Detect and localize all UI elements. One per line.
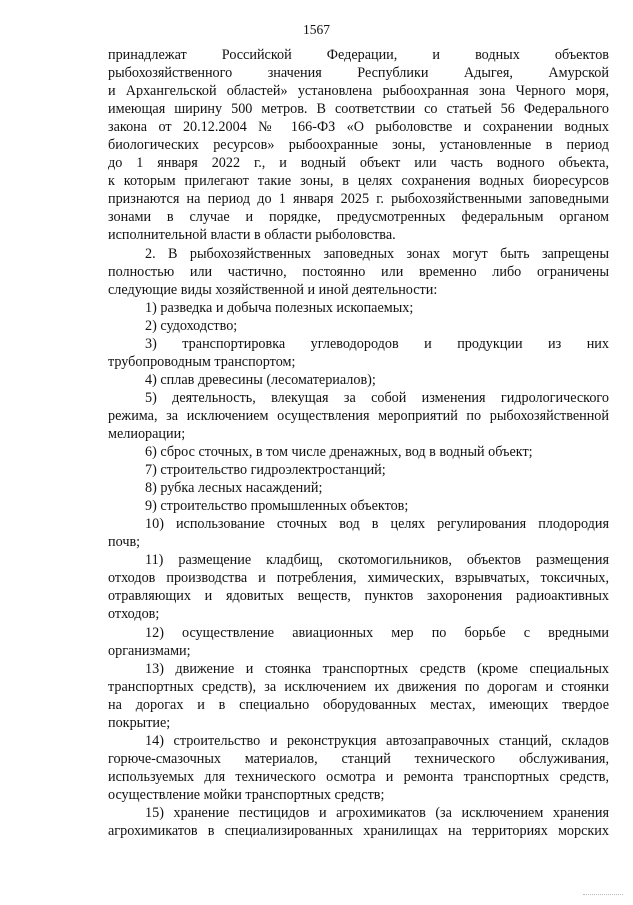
text-line: организмами; <box>108 642 191 659</box>
text-line: 2. В рыбохозяйственных заповедных зонах могут быть запрещены <box>145 245 609 262</box>
text-line: 7) строительство гидроэлектростанций; <box>145 462 386 479</box>
page-number: 1567 <box>303 22 330 37</box>
text-line: агрохимикатов в специализированных хранилищах на территориях морских <box>108 823 609 840</box>
text-line: закона от 20.12.2004 № 166-ФЗ «О рыболовстве и сохранении водных <box>108 119 609 136</box>
text-line: режима, за исключением осуществления мероприятий по рыбохозяйственной <box>108 407 609 424</box>
text-line: биологических ресурсов» рыбоохранные зоны, установленные в период <box>108 137 609 154</box>
text-line: отравляющих и ядовитых веществ, пунктов захоронения радиоактивных <box>108 588 609 605</box>
text-line: 4) сплав древесины (лесоматериалов); <box>145 371 376 388</box>
text-line: горюче-смазочных материалов, станций технического обслуживания, <box>108 750 609 767</box>
text-line: мелиорации; <box>108 425 186 442</box>
text-line: следующие виды хозяйственной и иной деятельности: <box>108 281 438 298</box>
text-line: исполнительной власти в области рыболовства. <box>108 227 396 244</box>
text-line: 9) строительство промышленных объектов; <box>145 498 409 515</box>
text-line: трубопроводным транспортом; <box>108 353 296 370</box>
text-line: и Архангельской областей» установлена рыбоохранная зона Черного моря, <box>108 83 609 100</box>
text-line: рыбохозяйственного значения Республики Адыгея, Амурской <box>108 65 609 82</box>
scan-artifact <box>583 894 623 899</box>
text-line: зонами в случае и порядке, предусмотренных федеральным органом <box>108 209 609 226</box>
text-line: 14) строительство и реконструкция автозаправочных станций, складов <box>145 732 609 749</box>
document-body <box>108 46 609 840</box>
text-line: 11) размещение кладбищ, скотомогильников, объектов размещения <box>145 552 609 569</box>
text-line: 10) использование сточных вод в целях регулирования плодородия <box>145 516 609 533</box>
text-line: транспортных средств), за исключением их движения по дорогам и стоянки <box>108 678 609 695</box>
text-line: принадлежат Российской Федерации, и водных объектов <box>108 47 609 63</box>
text-line: 8) рубка лесных насаждений; <box>145 480 323 497</box>
text-line: 1) разведка и добыча полезных ископаемых; <box>145 299 414 316</box>
text-line: 2) судоходство; <box>145 317 238 334</box>
text-line: почв; <box>108 534 141 551</box>
text-line: 5) деятельность, влекущая за собой изменения гидрологического <box>145 389 609 406</box>
text-line: 3) транспортировка углеводородов и продукции из них <box>145 335 609 352</box>
text-line: полностью или частично, постоянно или временно либо ограничены <box>108 263 609 280</box>
text-line: 6) сброс сточных, в том числе дренажных, вод в водный объект; <box>145 444 533 461</box>
text-line: 15) хранение пестицидов и агрохимикатов (за исключением хранения <box>145 804 609 821</box>
text-line: покрытие; <box>108 714 171 731</box>
text-line: признаются на период до 1 января 2025 г. рыбохозяйственными заповедными <box>108 191 609 208</box>
text-line: используемых для технического осмотра и ремонта транспортных средств, <box>108 768 609 785</box>
text-line: имеющая ширину 500 метров. В соответствии со статьей 56 Федерального <box>108 101 609 118</box>
text-line: осуществление мойки транспортных средств; <box>108 786 385 803</box>
text-line: отходов; <box>108 606 160 623</box>
text-line: на дорогах и в специально оборудованных местах, имеющих твердое <box>108 696 609 713</box>
text-line: 13) движение и стоянка транспортных средств (кроме специальных <box>145 660 609 677</box>
text-line: отходов производства и потребления, химических, взрывчатых, токсичных, <box>108 570 609 587</box>
text-line: до 1 января 2022 г., и водный объект или часть водного объекта, <box>108 155 609 172</box>
text-line: 12) осуществление авиационных мер по борьбе с вредными <box>145 624 609 641</box>
text-line: к которым прилегают такие зоны, в целях сохранения водных биоресурсов <box>108 173 609 190</box>
